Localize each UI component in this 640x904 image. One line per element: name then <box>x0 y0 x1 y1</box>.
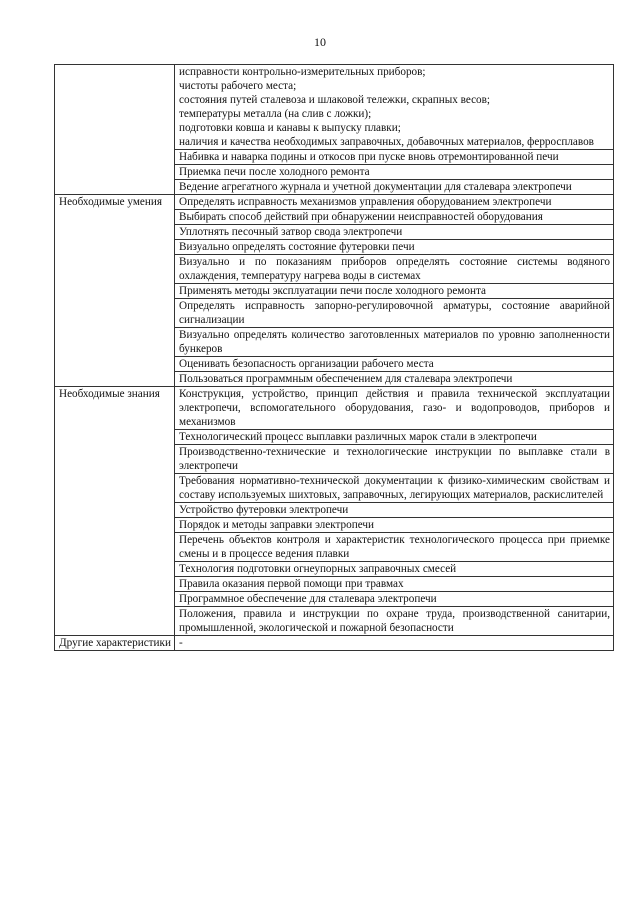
requirement-item: Перечень объектов контроля и характеристик технологического процесса при приемке смены и в процессе ведения плавки <box>175 533 614 562</box>
section-label-required-skills: Необходимые умения <box>55 195 175 387</box>
requirement-item: Набивка и наварка подины и откосов при пуске вновь отремонтированной печи <box>175 150 614 165</box>
requirement-item: Оценивать безопасность организации рабочего места <box>175 357 614 372</box>
table-row <box>55 636 614 651</box>
requirement-item: Визуально и по показаниям приборов определять состояние системы водяного охлаждения, температуру нагрева воды в системах <box>175 255 614 284</box>
section-label-work-actions-continued <box>55 65 175 195</box>
requirement-item: Визуально определять состояние футеровки печи <box>175 240 614 255</box>
requirement-item: - <box>175 636 614 651</box>
table-row <box>55 65 614 150</box>
requirement-item: Устройство футеровки электропечи <box>175 503 614 518</box>
requirement-item: Порядок и методы заправки электропечи <box>175 518 614 533</box>
section-label-required-knowledge: Необходимые знания <box>55 387 175 636</box>
requirement-item: Пользоваться программным обеспечением для сталевара электропечи <box>175 372 614 387</box>
requirement-item: Технология подготовки огнеупорных заправочных смесей <box>175 562 614 577</box>
requirement-item: Визуально определять количество заготовленных материалов по уровню заполненности бункеров <box>175 328 614 357</box>
competency-table <box>54 64 614 651</box>
requirement-item: Выбирать способ действий при обнаружении неисправностей оборудования <box>175 210 614 225</box>
competency-table-body <box>55 65 614 651</box>
requirement-item: Ведение агрегатного журнала и учетной документации для сталевара электропечи <box>175 180 614 195</box>
requirement-item: Приемка печи после холодного ремонта <box>175 165 614 180</box>
requirement-item: Определять исправность запорно-регулировочной арматуры, состояние аварийной сигнализации <box>175 299 614 328</box>
requirement-item: Производственно-технические и технологические инструкции по выплавке стали в электропечи <box>175 445 614 474</box>
requirement-item: Определять исправность механизмов управления оборудованием электропечи <box>175 195 614 210</box>
requirement-item: Положения, правила и инструкции по охране труда, производственной санитарии, промышленной, экологической и пожарной безопасности <box>175 607 614 636</box>
requirement-item: Правила оказания первой помощи при травмах <box>175 577 614 592</box>
requirement-item: Конструкция, устройство, принцип действия и правила технической эксплуатации электропечи, вспомогательного оборудования, газо- и водопроводов, приборов и механизмов <box>175 387 614 430</box>
requirement-item: исправности контрольно-измерительных приборов; чистоты рабочего места; состояния путей сталевоза и шлаковой тележки, скрапных весов; температуры металла (на слив с ложки); подготовки ковша и канавы к выпуску плавки; наличия и качества необходимых заправочных, добавочных материалов, ферросплавов <box>175 65 614 150</box>
requirement-item: Программное обеспечение для сталевара электропечи <box>175 592 614 607</box>
requirement-item: Технологический процесс выплавки различных марок стали в электропечи <box>175 430 614 445</box>
requirement-item: Применять методы эксплуатации печи после холодного ремонта <box>175 284 614 299</box>
requirement-item: Требования нормативно-технической документации к физико-химическим свойствам и составу используемых шихтовых, заправочных, легирующих материалов, раскислителей <box>175 474 614 503</box>
section-label-other-characteristics: Другие характеристики <box>55 636 175 651</box>
table-row <box>55 387 614 430</box>
page-number: 10 <box>314 35 326 49</box>
requirement-item: Уплотнять песочный затвор свода электропечи <box>175 225 614 240</box>
table-row <box>55 195 614 210</box>
